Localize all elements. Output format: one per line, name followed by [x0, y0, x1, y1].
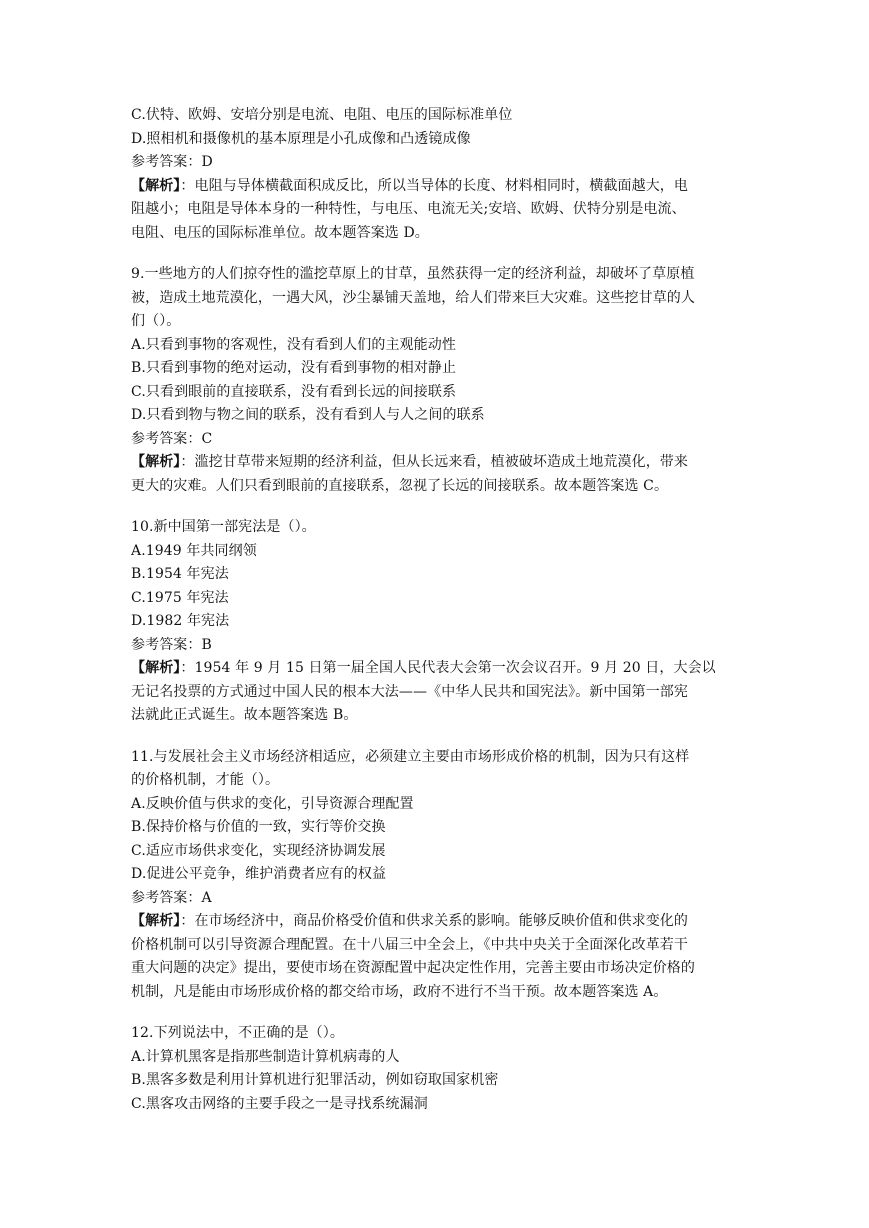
text-line: 被，造成土地荒漠化，一遇大风，沙尘暴铺天盖地，给人们带来巨大灾难。这些挖甘草的人 — [131, 289, 695, 306]
analysis-line — [131, 475, 737, 499]
analysis-text: ：1954 年 9 月 15 日第一届全国人民代表大会第一次会议召开。9 月 20 日，大会以 — [180, 660, 716, 676]
text-line: C.黑客攻击网络的主要手段之一是寻找系统漏洞 — [131, 1095, 428, 1112]
analysis-line — [131, 934, 737, 958]
text-line: C.伏特、欧姆、安培分别是电流、电阻、电压的国际标准单位 — [131, 107, 513, 123]
question-block — [131, 104, 737, 245]
block-gap — [131, 245, 737, 263]
analysis-line — [131, 451, 737, 475]
text-line: C.只看到眼前的直接联系，没有看到长远的间接联系 — [131, 383, 457, 400]
analysis-label: 【解析】 — [131, 913, 181, 929]
analysis-line — [131, 910, 737, 934]
text-line: A.只看到事物的客观性，没有看到人们的主观能动性 — [131, 336, 456, 353]
document-content — [131, 104, 737, 1116]
analysis-text: 法就此正式诞生。故本题答案选 B。 — [131, 707, 358, 723]
analysis-line — [131, 657, 737, 681]
analysis-text: ：在市场经济中，商品价格受价值和供求关系的影响。能够反映价值和供求变化的 — [180, 913, 689, 929]
analysis-label: 【解析】 — [131, 177, 181, 194]
text-line: A.计算机黑客是指那些制造计算机病毒的人 — [131, 1048, 400, 1065]
text-line: 12.下列说法中，不正确的是（）。 — [131, 1025, 344, 1041]
text-line: D.促进公平竞争，维护消费者应有的权益 — [131, 866, 387, 882]
text-line: B.1954 年宪法 — [131, 566, 229, 582]
text-line: 参考答案：A — [131, 889, 212, 906]
analysis-label: 【解析】 — [131, 660, 181, 676]
text-line: B.保持价格与价值的一致，实行等价交换 — [131, 819, 386, 835]
text-line: 们（）。 — [131, 313, 181, 329]
text-line: B.黑客多数是利用计算机进行犯罪活动，例如窃取国家机密 — [131, 1072, 499, 1088]
analysis-label: 【解析】 — [131, 454, 181, 470]
block-gap — [131, 728, 737, 746]
analysis-line — [131, 175, 737, 199]
text-line: 参考答案：C — [131, 430, 213, 447]
analysis-text: ：滥挖甘草带来短期的经济利益，但从长远来看，植被破坏造成土地荒漠化，带来 — [180, 454, 689, 470]
question-block — [131, 1022, 737, 1116]
text-line: 参考答案：B — [131, 636, 212, 653]
text-line: A.1949 年共同纲领 — [131, 542, 257, 559]
analysis-text: ：电阻与导体横截面积成反比，所以当导体的长度、材料相同时，横截面越大，电 — [180, 177, 689, 194]
analysis-line — [131, 704, 737, 728]
analysis-text: 更大的灾难。人们只看到眼前的直接联系，忽视了长远的间接联系。故本题答案选 C。 — [131, 477, 669, 494]
analysis-line — [131, 198, 737, 222]
question-block — [131, 516, 737, 728]
analysis-text: 无记名投票的方式通过中国人民的根本大法——《中华人民共和国宪法》。新中国第一部宪 — [131, 683, 688, 700]
text-line: 11.与发展社会主义市场经济相适应，必须建立主要由市场形成价格的机制，因为只有这样 — [131, 748, 690, 765]
analysis-text: 重大问题的决定》提出，要使市场在资源配置中起决定性作用，完善主要由市场决定价格的 — [131, 960, 695, 976]
analysis-text: 价格机制可以引导资源合理配置。在十八届三中全会上，《中共中央关于全面深化改革若干 — [131, 936, 688, 953]
question-block — [131, 746, 737, 1005]
text-line: D.只看到物与物之间的联系，没有看到人与人之间的联系 — [131, 407, 485, 423]
text-line: A.反映价值与供求的变化，引导资源合理配置 — [131, 795, 414, 812]
analysis-line — [131, 681, 737, 705]
text-line: D.1982 年宪法 — [131, 613, 230, 629]
analysis-line — [131, 957, 737, 981]
text-line: 10.新中国第一部宪法是（）。 — [131, 519, 316, 535]
text-line: C.1975 年宪法 — [131, 589, 229, 606]
text-line: D.照相机和摄像机的基本原理是小孔成像和凸透镜成像 — [131, 130, 471, 147]
question-block — [131, 263, 737, 498]
block-gap — [131, 498, 737, 516]
text-line: B.只看到事物的绝对运动，没有看到事物的相对静止 — [131, 360, 457, 376]
analysis-line — [131, 981, 737, 1005]
text-line: 的价格机制，才能（）。 — [131, 772, 280, 788]
text-line: C.适应市场供求变化，实现经济协调发展 — [131, 842, 386, 859]
analysis-text: 电阻、电压的国际标准单位。故本题答案选 D。 — [131, 224, 429, 241]
analysis-line — [131, 222, 737, 246]
text-line: 参考答案：D — [131, 154, 213, 170]
analysis-text: 机制，凡是能由市场形成价格的都交给市场，政府不进行不当干预。故本题答案选 A。 — [131, 983, 668, 1000]
block-gap — [131, 1004, 737, 1022]
analysis-text: 阻越小；电阻是导体本身的一种特性，与电压、电流无关;安培、欧姆、伏特分别是电流、 — [131, 201, 686, 217]
text-line: 9.一些地方的人们掠夺性的滥挖草原上的甘草，虽然获得一定的经济利益，却破坏了草原植 — [131, 266, 695, 282]
